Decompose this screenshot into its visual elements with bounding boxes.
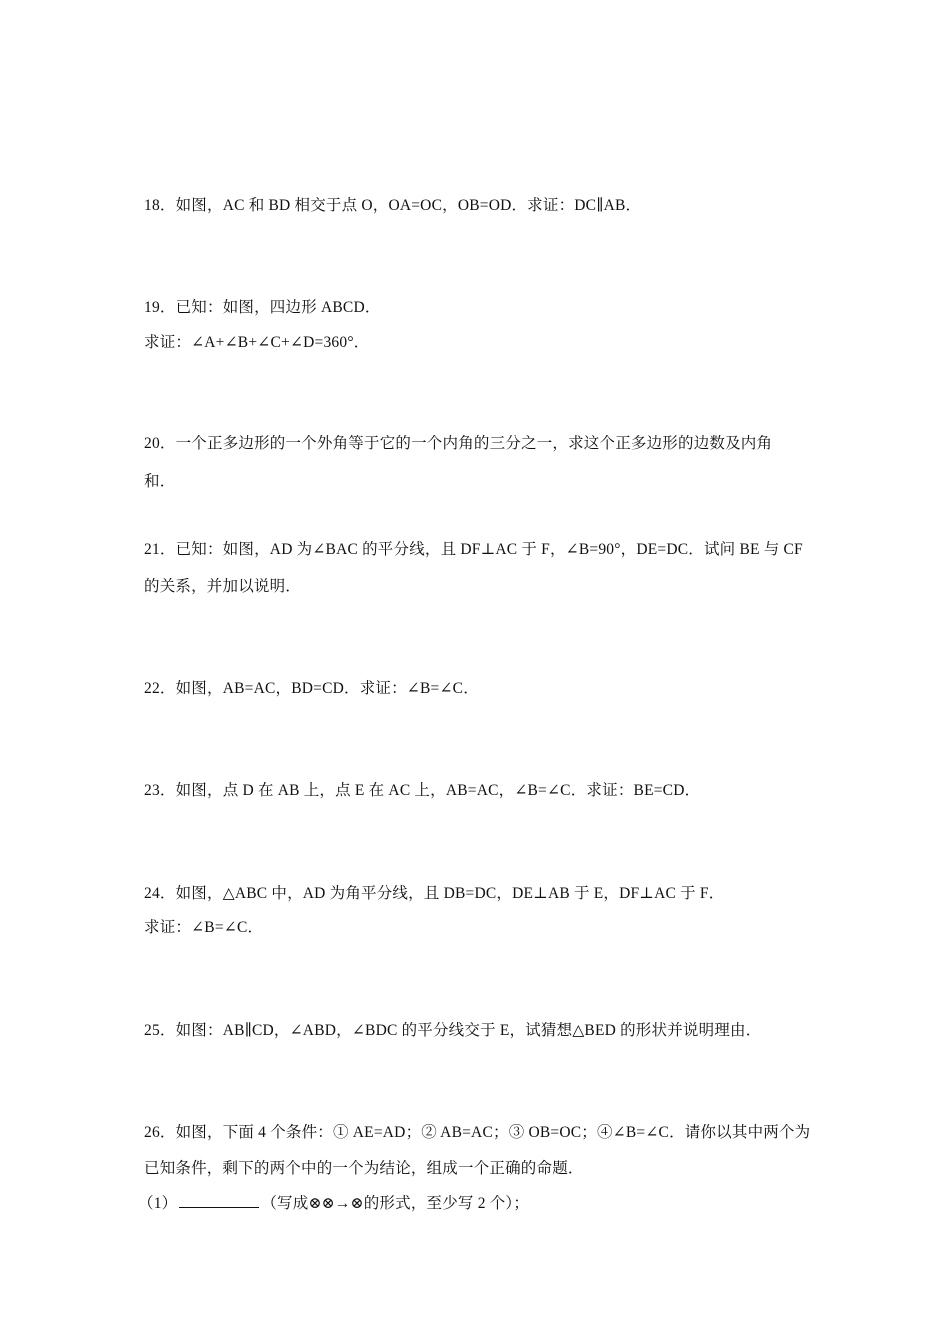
problem-19-line-2: 求证：∠A+∠B+∠C+∠D=360°． xyxy=(144,334,370,351)
problem-22-line-1: 22．如图，AB=AC，BD=CD．求证：∠B=∠C． xyxy=(144,680,479,697)
problem-25-line-1: 25．如图：AB∥CD，∠ABD，∠BDC 的平分线交于 E，试猜想△BED 的形状并说明理由． xyxy=(144,1022,762,1039)
problem-23-line-1: 23．如图，点 D 在 AB 上，点 E 在 AC 上，AB=AC，∠B=∠C．求证：BE=CD． xyxy=(144,782,701,799)
problem-21-line-1: 21．已知：如图，AD 为∠BAC 的平分线，且 DF⊥AC 于 F，∠B=90°，DE=DC．试问 BE 与 CF xyxy=(144,541,803,558)
problem-18-line-1: 18．如图，AC 和 BD 相交于点 O，OA=OC，OB=OD．求证：DC∥AB． xyxy=(144,197,642,214)
problem-26-sub-1 xyxy=(138,1193,806,1214)
answer-blank[interactable] xyxy=(179,1193,259,1208)
problem-19-line-1: 19．已知：如图，四边形 ABCD． xyxy=(144,299,381,316)
problem-20-line-1: 20．一个正多边形的一个外角等于它的一个内角的三分之一，求这个正多边形的边数及内角 xyxy=(144,435,773,452)
problem-24-line-1: 24．如图，△ABC 中，AD 为角平分线，且 DB=DC，DE⊥AB 于 E，DF⊥AC 于 F． xyxy=(144,885,725,902)
sub-1-suffix: （写成⊗⊗→⊗的形式，至少写 2 个）； xyxy=(261,1195,530,1212)
problem-26-line-2: 已知条件，剩下的两个中的一个为结论，组成一个正确的命题． xyxy=(144,1160,584,1177)
problem-20-line-2: 和． xyxy=(144,473,176,490)
problem-24-line-2: 求证：∠B=∠C． xyxy=(144,919,264,936)
problem-26-line-1: 26．如图，下面 4 个条件：① AE=AD；② AB=AC；③ OB=OC；④∠B=∠C．请你以其中两个为 xyxy=(144,1124,811,1141)
sub-1-prefix: （1） xyxy=(138,1195,178,1212)
problem-21-line-2: 的关系，并加以说明． xyxy=(144,578,302,595)
